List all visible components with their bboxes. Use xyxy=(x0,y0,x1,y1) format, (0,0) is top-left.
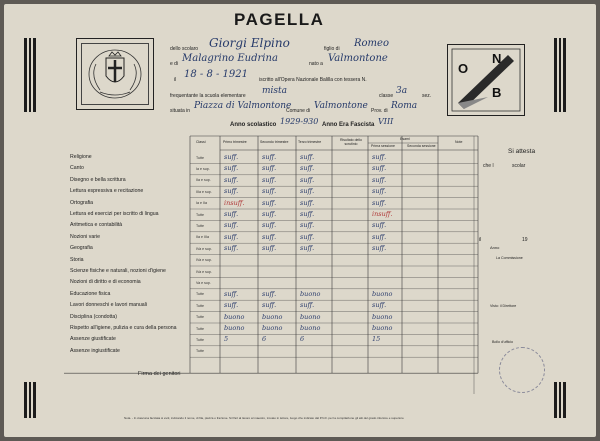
grade-cell: suff. xyxy=(300,187,315,196)
grade-cell: insuff. xyxy=(372,210,393,218)
grade-cell: buono xyxy=(224,324,245,332)
grade-cell: suff. xyxy=(300,164,315,173)
subject-label: Lavori donneschi e lavori manuali xyxy=(70,302,147,309)
col-header-esami: Esami xyxy=(400,137,410,141)
subject-label: Religione xyxy=(70,154,92,160)
grade-cell: suff. xyxy=(372,153,387,161)
anno-era-value: VIII xyxy=(378,117,394,126)
anno-scolastico-label: Anno scolastico xyxy=(230,122,277,128)
subject-label: Nozioni varie xyxy=(70,233,100,240)
col-header-terzo: Terzo trimestre xyxy=(298,140,322,144)
grade-cell: suff. xyxy=(262,232,277,241)
grade-cell: buono xyxy=(300,289,321,298)
col-header-prima-sessione: Prima sessione xyxy=(371,144,395,148)
grade-cell: buono xyxy=(372,289,393,298)
onb-letter-n: N xyxy=(492,51,502,66)
grade-cell: suff. xyxy=(262,198,277,207)
grade-cell: suff. xyxy=(300,210,315,218)
subject-label: Storia xyxy=(70,256,84,263)
student-name: Giorgi Elpino xyxy=(209,36,290,50)
birthplace: Valmontone xyxy=(328,53,388,64)
classe-label: classe xyxy=(379,93,394,99)
classi-value: Tutte xyxy=(196,315,205,320)
grade-cell: suff. xyxy=(262,221,277,230)
classi-value: Tutte xyxy=(196,349,205,354)
grade-cell: suff. xyxy=(372,221,387,230)
grade-cell: suff. xyxy=(224,164,239,173)
classi-value: Tutte xyxy=(196,326,205,331)
grade-cell: suff. xyxy=(372,164,387,173)
subject-label: Nozioni di diritto e di economia xyxy=(70,279,141,286)
grade-cell: buono xyxy=(300,312,321,321)
sez-label: sez. xyxy=(422,93,432,99)
classi-value: Va e sup. xyxy=(196,280,211,285)
classi-value: Tutte xyxy=(196,155,205,160)
classi-value: IIa e sup. xyxy=(196,178,211,183)
classi-value: Ia e IIa xyxy=(196,201,207,206)
figlio-di-label: figlio di xyxy=(324,46,340,52)
classi-value: Tutte xyxy=(196,337,205,342)
page-title: PAGELLA xyxy=(234,10,325,29)
il-label: il xyxy=(174,77,177,83)
grade-cell: suff. xyxy=(262,289,277,298)
mother-name: Malagrino Eudrina xyxy=(182,53,278,64)
subject-label: Assenze ingiustificate xyxy=(70,347,120,354)
comune-label: Comune di xyxy=(286,108,311,114)
birth-date: 18 - 8 - 1921 xyxy=(184,69,249,80)
e-di-label: e di xyxy=(170,61,179,67)
subject-label: Assenze giustificate xyxy=(70,336,116,343)
subject-label: Ortografia xyxy=(70,199,94,206)
classi-value: Tutte xyxy=(196,223,205,228)
scolar-label: scolar xyxy=(512,163,526,169)
grade-cell: buono xyxy=(262,312,283,321)
grade-cell: buono xyxy=(262,324,283,332)
grade-cell: buono xyxy=(372,324,393,332)
col-header-seconda-sessione: Seconda sessione xyxy=(407,144,436,148)
grade-cell: suff. xyxy=(262,164,277,173)
grade-cell: suff. xyxy=(224,301,239,310)
commissione-label: La Commissione xyxy=(496,256,523,260)
onb-letter-o: O xyxy=(458,61,469,76)
anno-scolastico-value: 1929-930 xyxy=(280,117,319,126)
onb-letter-b: B xyxy=(492,85,502,100)
anno-era-label: Anno Era Fascista xyxy=(322,122,375,128)
side-year-suffix: 19 xyxy=(522,237,528,243)
grade-cell: suff. xyxy=(372,301,387,310)
classi-value: IVa e sup. xyxy=(196,258,212,263)
grade-cell: suff. xyxy=(300,301,315,310)
col-header-risultato: Risultato dello scrutinio xyxy=(340,138,362,146)
grade-cell: suff. xyxy=(300,244,315,253)
grade-cell: 15 xyxy=(372,335,381,344)
col-header-classi: Classi xyxy=(196,140,206,144)
grade-cell: 6 xyxy=(300,335,305,344)
grade-cell: suff. xyxy=(262,187,277,196)
prov-label: Prov. di xyxy=(371,108,388,114)
grade-cell: suff. xyxy=(262,244,277,253)
classi-value: IVa e sup. xyxy=(196,269,212,274)
comune-value: Valmontone xyxy=(314,101,368,111)
subject-label: Scienze fisiche e naturali, nozioni d'igiene xyxy=(70,268,166,274)
grade-cell: suff. xyxy=(300,232,315,241)
side-il-label: il xyxy=(479,237,482,243)
side-anno-label: Anno xyxy=(490,245,500,250)
grade-cell: 5 xyxy=(224,335,229,344)
footer-note: Nota. - In ciascuna facciata si eviti, indicando il nome, di fila, piazza o frazione. Si Part al lavoro al maestro, trovato in lettore, luogo che indicato dal P.N.F. per la compilazione gli atti del grado inferiore e superiore xyxy=(124,416,404,420)
grade-cell: suff. xyxy=(262,175,277,184)
father-name: Romeo xyxy=(354,38,389,49)
prov-value: Roma xyxy=(391,101,418,111)
classi-value: IVa e sup. xyxy=(196,246,212,251)
classi-value: Tutte xyxy=(196,303,205,308)
subject-label: Disciplina (condotta) xyxy=(70,313,117,320)
classi-value: IIIa e sup. xyxy=(196,189,212,194)
che-label: che l xyxy=(483,163,494,169)
col-header-note: Note xyxy=(455,140,463,144)
subject-label: Canto xyxy=(70,165,84,172)
classi-value: Tutte xyxy=(196,292,205,297)
grade-cell: suff. xyxy=(372,175,387,184)
grade-cell: buono xyxy=(300,324,321,332)
col-header-secondo: Secondo trimestre xyxy=(260,140,289,144)
grade-cell: suff. xyxy=(372,232,387,241)
grade-cell: suff. xyxy=(224,232,239,241)
classi-value: Tutte xyxy=(196,212,205,217)
si-attesta-label: Si attesta xyxy=(508,148,536,155)
subject-label: Rispetto all'igiene, pulizia e cura della persona xyxy=(70,325,177,331)
grade-cell: buono xyxy=(372,312,393,321)
grade-cell: suff. xyxy=(224,221,239,230)
grade-cell: suff. xyxy=(224,210,239,218)
grade-cell: suff. xyxy=(300,221,315,230)
grade-cell: insuff. xyxy=(224,198,245,207)
grade-cell: suff. xyxy=(224,244,239,253)
school-type: mista xyxy=(262,86,288,96)
grade-cell: suff. xyxy=(262,210,277,218)
grade-cell: suff. xyxy=(224,187,239,196)
situata-label: situata in xyxy=(170,108,191,114)
subject-label: Educazione fisica xyxy=(70,290,111,297)
grade-cell: suff. xyxy=(224,153,239,161)
classe-value: 3a xyxy=(396,86,408,96)
report-card xyxy=(4,4,596,437)
grade-cell: suff. xyxy=(372,244,387,253)
subject-label: Lettura espressiva e recitazione xyxy=(70,188,144,195)
frequentante-label: frequentante la scuola elementare xyxy=(170,93,246,99)
grade-cell: buono xyxy=(224,312,245,321)
classi-value: IIa e IIIa xyxy=(196,235,209,240)
firma-genitori-label: Firma dei genitori xyxy=(138,371,181,377)
classi-value: Ia e sup. xyxy=(196,166,210,171)
grade-cell: suff. xyxy=(224,175,239,184)
grade-cell: suff. xyxy=(372,198,387,207)
subject-label: Geografia xyxy=(70,245,93,252)
col-header-primo: Primo trimestre xyxy=(223,140,247,144)
nato-a-label: nato a xyxy=(309,61,323,67)
grade-cell: suff. xyxy=(372,187,387,196)
subject-label: Disegno e bella scrittura xyxy=(70,176,126,183)
dello-scolaro-label: dello scolaro xyxy=(170,46,199,52)
direttore-label: Visto: il Direttore xyxy=(490,304,517,308)
bollo-label: Bollo d'ufficio xyxy=(492,340,513,344)
school-location: Piazza di Valmontone xyxy=(194,101,292,111)
office-stamp xyxy=(499,347,545,393)
iscritto-label: iscritto all'Opera Nazionale Balilla con tessera N. xyxy=(259,77,367,83)
grade-cell: suff. xyxy=(300,153,315,161)
subject-label: Aritmetica e contabilità xyxy=(70,222,123,229)
subject-label: Lettura ed esercizi per iscritto di lingua xyxy=(70,211,159,217)
grade-cell: suff. xyxy=(262,301,277,310)
grade-cell: suff. xyxy=(300,198,315,207)
grade-cell: suff. xyxy=(300,175,315,184)
grade-cell: suff. xyxy=(224,289,239,298)
grade-cell: suff. xyxy=(262,153,277,161)
grade-cell: 6 xyxy=(262,335,267,344)
